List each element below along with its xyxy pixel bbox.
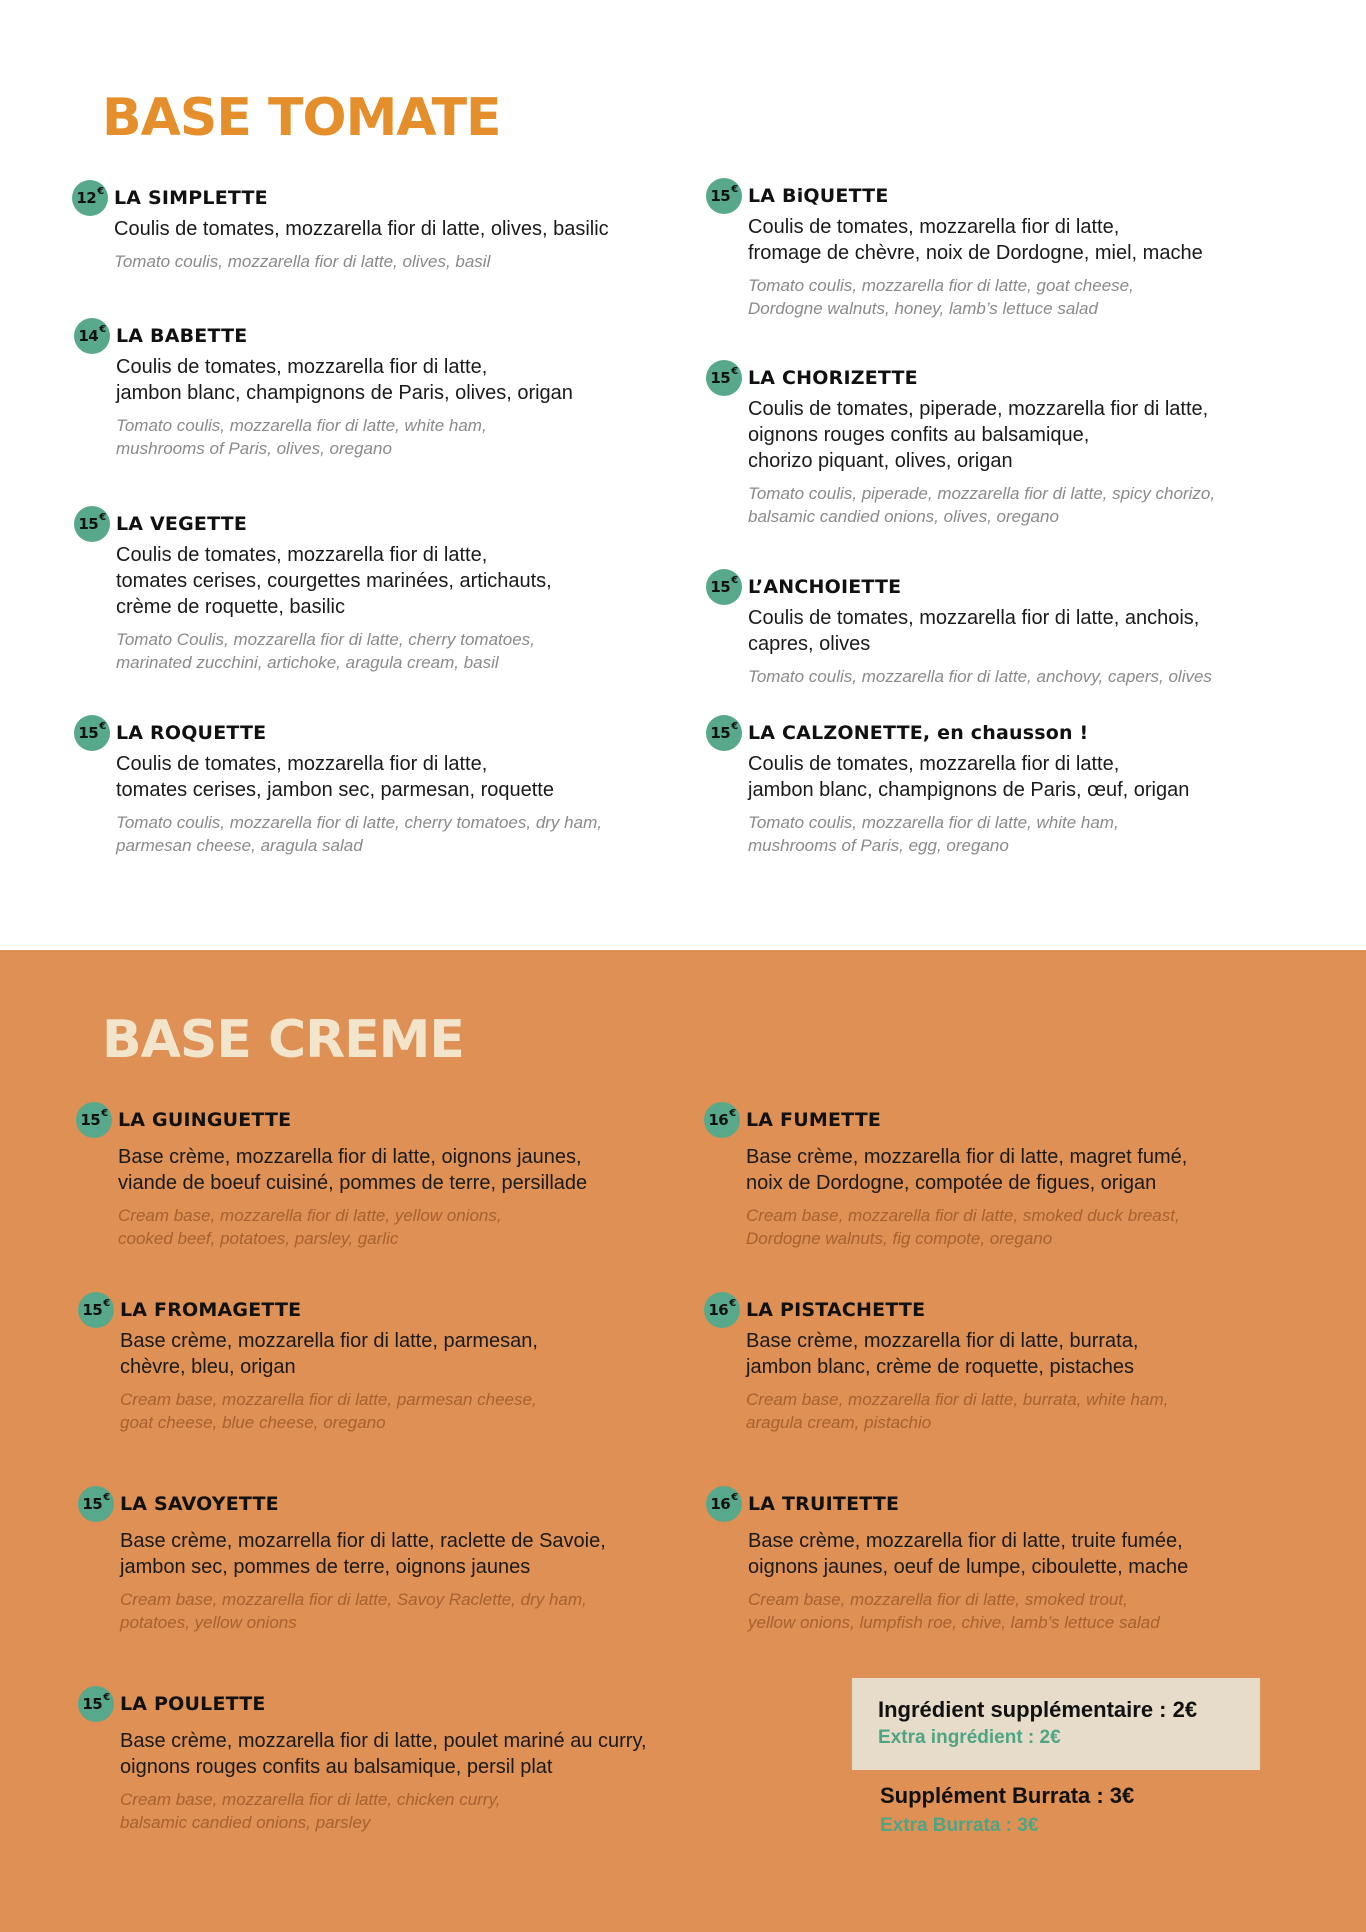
item-name: LA CHORIZETTE [748, 367, 918, 389]
menu-item-biquette [710, 183, 1328, 320]
menu-item-roquette [78, 720, 716, 857]
menu-item-poulette [82, 1691, 740, 1834]
menu-item-vegette [78, 511, 676, 674]
price-badge: 15 € [74, 715, 110, 751]
price-badge: 15 € [78, 1686, 114, 1722]
extra-ingredient-box [852, 1678, 1260, 1770]
item-description-en: Tomato coulis, mozzarella fior di latte, white ham, mushrooms of Paris, egg, oregano [748, 813, 1119, 855]
price-badge: 15 € [706, 569, 742, 605]
price-badge: 15 € [706, 178, 742, 214]
item-description-fr: Coulis de tomates, mozzarella fior di latte, olives, basilic [114, 218, 609, 240]
price-badge: 15 € [706, 360, 742, 396]
menu-item-calzonette [710, 720, 1328, 857]
item-name: LA BiQUETTE [748, 185, 889, 207]
item-description-en: Tomato coulis, mozzarella fior di latte, olives, basil [114, 252, 491, 271]
item-description-fr: Base crème, mozarrella fior di latte, raclette de Savoie, jambon sec, pommes de terre, oignons jaunes [120, 1530, 606, 1578]
item-description-fr: Coulis de tomates, mozzarella fior di latte, tomates cerises, jambon sec, parmesan, roquette [116, 753, 554, 801]
menu-item-anchoiette [710, 574, 1348, 688]
item-description-en: Tomato Coulis, mozzarella fior di latte, cherry tomatoes, marinated zucchini, artichoke, aragula cream, basil [116, 630, 535, 672]
item-description-fr: Coulis de tomates, mozzarella fior di latte, fromage de chèvre, noix de Dordogne, miel, mache [748, 216, 1203, 264]
item-description-fr: Coulis de tomates, mozzarella fior di latte, jambon blanc, champignons de Paris, olives, origan [116, 356, 573, 404]
item-name: LA PISTACHETTE [746, 1299, 926, 1321]
item-description-en: Cream base, mozzarella fior di latte, smoked duck breast, Dordogne walnuts, fig compote, oregano [746, 1206, 1180, 1248]
item-description-en: Cream base, mozzarella fior di latte, chicken curry, balsamic candied onions, parsley [120, 1790, 501, 1832]
item-description-fr: Base crème, mozzarella fior di latte, parmesan, chèvre, bleu, origan [120, 1330, 538, 1378]
price-badge: 15 € [76, 1102, 112, 1138]
item-description-en: Tomato coulis, mozzarella fior di latte, white ham, mushrooms of Paris, olives, oregano [116, 416, 487, 458]
menu-item-fromagette [82, 1297, 710, 1434]
item-description-fr: Coulis de tomates, mozzarella fior di latte, anchois, capres, olives [748, 607, 1200, 655]
item-description-en: Tomato coulis, mozzarella fior di latte, cherry tomatoes, dry ham, parmesan cheese, aragula salad [116, 813, 602, 855]
price-badge: 15 € [74, 506, 110, 542]
base-tomate-title: BASE TOMATE [102, 88, 501, 148]
menu-item-babette [78, 323, 676, 460]
menu-item-chorizette [710, 365, 1348, 528]
item-name: LA ROQUETTE [116, 722, 267, 744]
item-description-fr: Base crème, mozzarella fior di latte, truite fumée, oignons jaunes, oeuf de lumpe, ciboulette, mache [748, 1530, 1189, 1578]
extra-ingredient-en: Extra ingrédient : 2€ [878, 1727, 1061, 1748]
price-badge: 12 € [72, 180, 108, 216]
item-name: LA SAVOYETTE [120, 1493, 279, 1515]
item-name: LA VEGETTE [116, 513, 248, 535]
item-name: L’ANCHOIETTE [748, 576, 902, 598]
item-description-fr: Base crème, mozzarella fior di latte, magret fumé, noix de Dordogne, compotée de figues, origan [746, 1146, 1188, 1194]
burrata-supplement-en: Extra Burrata : 3€ [880, 1815, 1039, 1836]
item-name: LA FUMETTE [746, 1109, 882, 1131]
item-description-fr: Coulis de tomates, mozzarella fior di latte, jambon blanc, champignons de Paris, œuf, origan [748, 753, 1190, 801]
item-description-en: Tomato coulis, mozzarella fior di latte, goat cheese, Dordogne walnuts, honey, lamb’s lettuce salad [748, 276, 1134, 318]
burrata-supplement-fr: Supplément Burrata : 3€ [880, 1783, 1135, 1808]
item-name: LA SIMPLETTE [114, 187, 268, 209]
item-description-fr: Coulis de tomates, piperade, mozzarella fior di latte, oignons rouges confits au balsamique, chorizo piquant, olives, origan [748, 398, 1209, 472]
item-description-en: Cream base, mozzarella fior di latte, yellow onions, cooked beef, potatoes, parsley, garlic [118, 1206, 502, 1248]
item-description-fr: Base crème, mozzarella fior di latte, burrata, jambon blanc, crème de roquette, pistaches [746, 1330, 1139, 1378]
item-description-fr: Coulis de tomates, mozzarella fior di latte, tomates cerises, courgettes marinées, artichauts, crème de roquette, basilic [116, 544, 552, 618]
menu-item-guinguette [80, 1107, 708, 1250]
price-badge: 16 € [704, 1292, 740, 1328]
item-description-en: Cream base, mozzarella fior di latte, Savoy Raclette, dry ham, potatoes, yellow onions [120, 1590, 587, 1632]
price-badge: 15 € [78, 1486, 114, 1522]
price-badge: 16 € [706, 1486, 742, 1522]
price-badge: 16 € [704, 1102, 740, 1138]
item-name: LA BABETTE [116, 325, 248, 347]
item-name: LA GUINGUETTE [118, 1109, 292, 1131]
extra-ingredient-fr: Ingrédient supplémentaire : 2€ [878, 1697, 1198, 1722]
item-name: LA POULETTE [120, 1693, 266, 1715]
item-name: LA TRUITETTE [748, 1493, 900, 1515]
item-description-en: Cream base, mozzarella fior di latte, smoked trout, yellow onions, lumpfish roe, chive, lamb’s lettuce salad [748, 1590, 1160, 1632]
item-description-en: Cream base, mozzarella fior di latte, burrata, white ham, aragula cream, pistachio [746, 1390, 1169, 1432]
price-badge: 14 € [74, 318, 110, 354]
menu-item-truitette [710, 1491, 1348, 1634]
item-description-en: Tomato coulis, mozzarella fior di latte, anchovy, capers, olives [748, 667, 1212, 686]
menu-item-pistachette [708, 1297, 1346, 1434]
item-description-fr: Base crème, mozzarella fior di latte, oignons jaunes, viande de boeuf cuisiné, pommes de terre, persillade [118, 1146, 588, 1194]
price-badge: 15 € [78, 1292, 114, 1328]
item-name: LA CALZONETTE, en chausson ! [748, 722, 1089, 744]
item-name: LA FROMAGETTE [120, 1299, 302, 1321]
menu-item-savoyette [82, 1491, 720, 1634]
menu-item-simplette [76, 185, 674, 273]
item-description-fr: Base crème, mozzarella fior di latte, poulet mariné au curry, oignons rouges confits au balsamique, persil plat [120, 1730, 647, 1778]
item-description-en: Tomato coulis, piperade, mozzarella fior di latte, spicy chorizo, balsamic candied onions, olives, oregano [748, 484, 1216, 526]
base-creme-title: BASE CREME [102, 1010, 464, 1070]
menu-item-fumette [708, 1107, 1346, 1250]
price-badge: 15 € [706, 715, 742, 751]
item-description-en: Cream base, mozzarella fior di latte, parmesan cheese, goat cheese, blue cheese, oregano [120, 1390, 537, 1432]
